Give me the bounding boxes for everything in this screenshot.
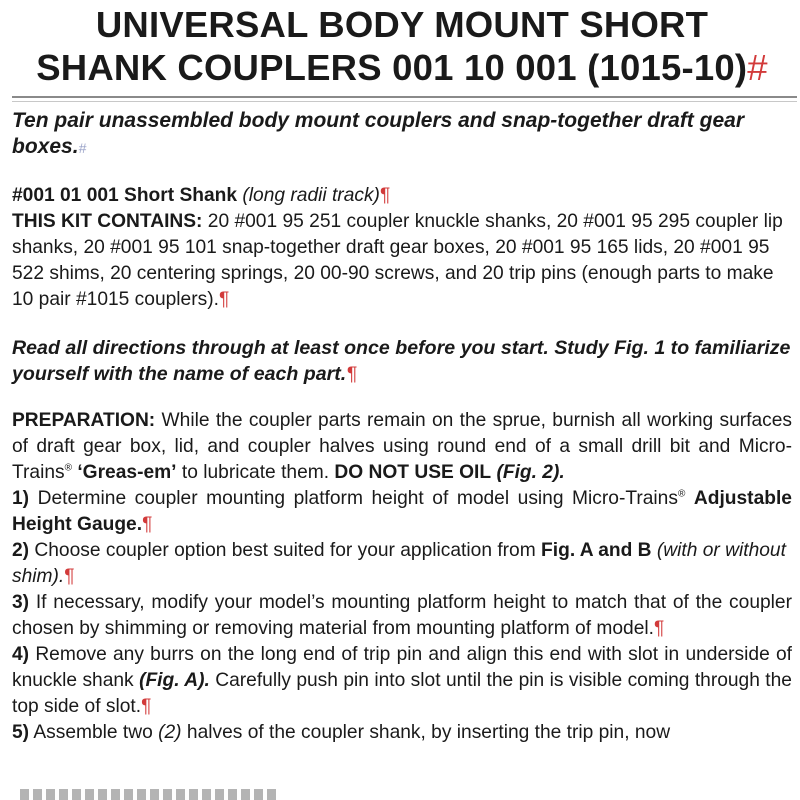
instruction-page xyxy=(12,0,792,743)
step-5 xyxy=(12,720,792,746)
preparation-text-a: While the coupler parts remain on the sprue, burnish all working surfaces of draft gear box, lid, and coupler halves using round end of a small drill bit and Micro-Trains xyxy=(12,410,792,483)
step-bold-tail: Fig. A and B xyxy=(541,540,652,561)
read-note-text: Read all directions through at least once before you start. Study Fig. 1 to familiarize yourself with the name of each part. xyxy=(12,337,791,385)
title-divider xyxy=(12,96,797,98)
kit-part-number: #001 01 001 Short Shank xyxy=(12,185,238,206)
kit-contents xyxy=(12,209,792,313)
step-text-a: Remove any burrs on the long end of trip pin and align this end with slot in underside of knuckle shank xyxy=(12,644,792,691)
title-divider-shadow xyxy=(12,101,797,102)
subtitle xyxy=(12,108,792,161)
step-bold-tail: Adjustable Height Gauge. xyxy=(12,488,792,535)
step-text-b: halves of the coupler shank, by inserting the trip pin, now xyxy=(186,722,671,743)
preparation-section xyxy=(12,408,792,486)
pilcrow: ¶ xyxy=(141,696,152,717)
pilcrow: ¶ xyxy=(64,566,75,587)
step-number: 1) xyxy=(12,488,30,509)
registered-mark: ® xyxy=(677,488,686,500)
step-text: Determine coupler mounting platform height of model using Micro-Trains xyxy=(37,488,678,509)
pilcrow: ¶ xyxy=(218,289,230,310)
step-text: If necessary, modify your model’s mounting platform height to match that of the coupler chosen by shimming or removing material from mounting platform of model. xyxy=(12,592,792,639)
preparation-label: PREPARATION: xyxy=(12,410,156,431)
subtitle-text: Ten pair unassembled body mount couplers and snap-together draft gear boxes. xyxy=(12,109,744,158)
step-number: 5) xyxy=(12,722,30,743)
kit-part-line xyxy=(12,183,792,209)
step-text-b: Carefully push pin into slot until the pin is visible coming through the top side of slot. xyxy=(12,670,792,717)
kit-track-note: (long radii track) xyxy=(242,185,380,206)
title-line-1: UNIVERSAL BODY MOUNT SHORT xyxy=(95,4,709,45)
title-line-2 xyxy=(12,46,792,89)
oil-warning: DO NOT USE OIL xyxy=(334,462,492,483)
kit-section xyxy=(12,183,792,313)
step-2 xyxy=(12,538,792,590)
step-italic-tail: (with or without shim). xyxy=(12,540,786,587)
pilcrow: ¶ xyxy=(653,618,665,639)
pilcrow: ¶ xyxy=(379,185,391,206)
registered-mark: ® xyxy=(64,462,72,474)
step-1 xyxy=(12,486,792,538)
preparation-text-b: to lubricate them. xyxy=(181,462,330,483)
pilcrow: ¶ xyxy=(142,514,153,535)
step-text: Choose coupler option best suited for your application from xyxy=(34,540,536,561)
step-3 xyxy=(12,590,792,642)
kit-contains-text: 20 #001 95 251 coupler knuckle shanks, 20 #001 95 295 coupler lip shanks, 20 #001 95 101 snap-together draft gear boxes, 20 #001 95 165 lids, 20 #001 95 522 shims, 20 centering springs, 20 00-90 screws, and 20 trip pins (enough parts to make 10 pair #1015 couplers). xyxy=(12,211,783,310)
title-end-mark: # xyxy=(747,47,768,88)
greas-em-product: ‘Greas-em’ xyxy=(77,462,177,483)
step-fig-ref: (Fig. A). xyxy=(139,670,210,691)
step-text-a: Assemble two xyxy=(33,722,153,743)
page-title xyxy=(12,0,792,89)
step-number: 4) xyxy=(12,644,30,665)
title-line-2-text: SHANK COUPLERS 001 10 001 (1015-10) xyxy=(36,47,748,88)
step-number: 3) xyxy=(12,592,30,613)
read-note xyxy=(12,335,792,387)
pilcrow: ¶ xyxy=(346,363,357,385)
step-number: 2) xyxy=(12,540,30,561)
step-italic: (2) xyxy=(158,722,182,743)
step-4 xyxy=(12,642,792,720)
preparation-fig-ref: (Fig. 2). xyxy=(496,462,565,483)
steps-list xyxy=(12,486,792,746)
subtitle-end-mark: # xyxy=(78,140,87,156)
kit-contains-label: THIS KIT CONTAINS: xyxy=(12,211,203,232)
cut-off-text-line xyxy=(20,789,280,800)
